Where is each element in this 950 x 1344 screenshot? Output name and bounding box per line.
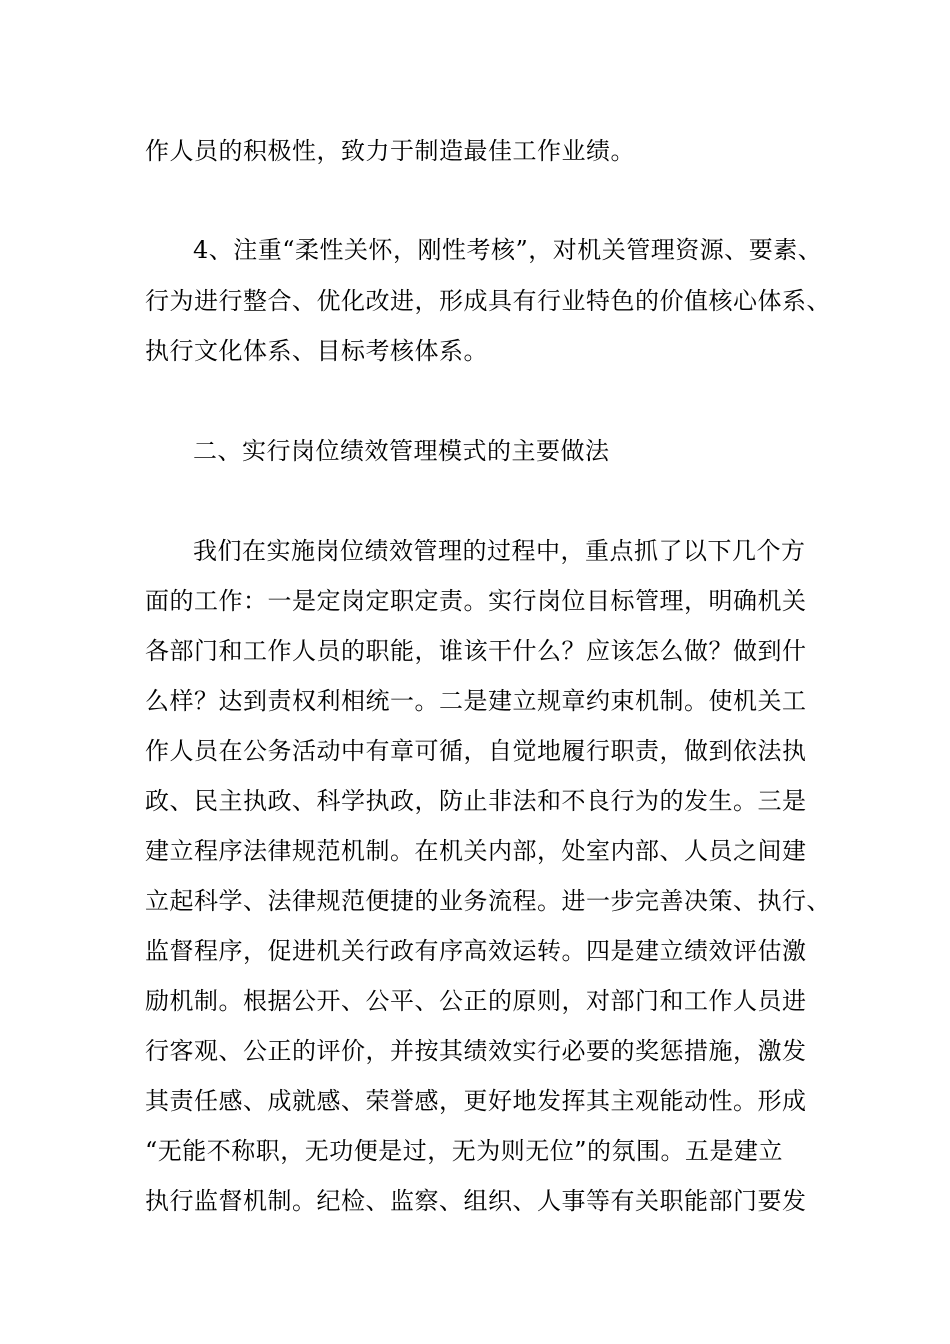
paragraph-line: 政、民主执政、科学执政，防止非法和不良行为的发生。三是 xyxy=(145,787,807,815)
paragraph-line: 各部门和工作人员的职能，谁该干什么？应该怎么做？做到什 xyxy=(145,637,807,665)
paragraph-line: 我们在实施岗位绩效管理的过程中，重点抓了以下几个方 xyxy=(193,537,806,565)
paragraph-line: 4、注重“柔性关怀，刚性考核”，对机关管理资源、要素、 xyxy=(193,236,823,264)
paragraph-line: 执行文化体系、目标考核体系。 xyxy=(145,337,488,365)
paragraph-line: 立起科学、法律规范便捷的业务流程。进一步完善决策、执行、 xyxy=(145,887,831,915)
paragraph-line: 面的工作：一是定岗定职定责。实行岗位目标管理，明确机关 xyxy=(145,587,807,615)
paragraph-line: 监督程序，促进机关行政有序高效运转。四是建立绩效评估激 xyxy=(145,937,807,965)
paragraph-line: 么样？达到责权利相统一。二是建立规章约束机制。使机关工 xyxy=(145,687,807,715)
paragraph-line: 行客观、公正的评价，并按其绩效实行必要的奖惩措施，激发 xyxy=(145,1037,807,1065)
paragraph-line: 执行监督机制。纪检、监察、组织、人事等有关职能部门要发 xyxy=(145,1187,807,1215)
paragraph-line: 其责任感、成就感、荣誉感，更好地发挥其主观能动性。形成 xyxy=(145,1087,807,1115)
paragraph-line: “无能不称职，无功便是过，无为则无位”的氛围。五是建立 xyxy=(145,1137,784,1165)
paragraph-line: 作人员在公务活动中有章可循，自觉地履行职责，做到依法执 xyxy=(145,737,807,765)
paragraph-line: 建立程序法律规范机制。在机关内部，处室内部、人员之间建 xyxy=(145,837,807,865)
paragraph-line: 作人员的积极性，致力于制造最佳工作业绩。 xyxy=(145,137,635,165)
paragraph-line: 励机制。根据公开、公平、公正的原则，对部门和工作人员进 xyxy=(145,987,807,1015)
paragraph-line: 行为进行整合、优化改进，形成具有行业特色的价值核心体系、 xyxy=(145,287,831,315)
section-heading: 二、实行岗位绩效管理模式的主要做法 xyxy=(193,437,610,465)
